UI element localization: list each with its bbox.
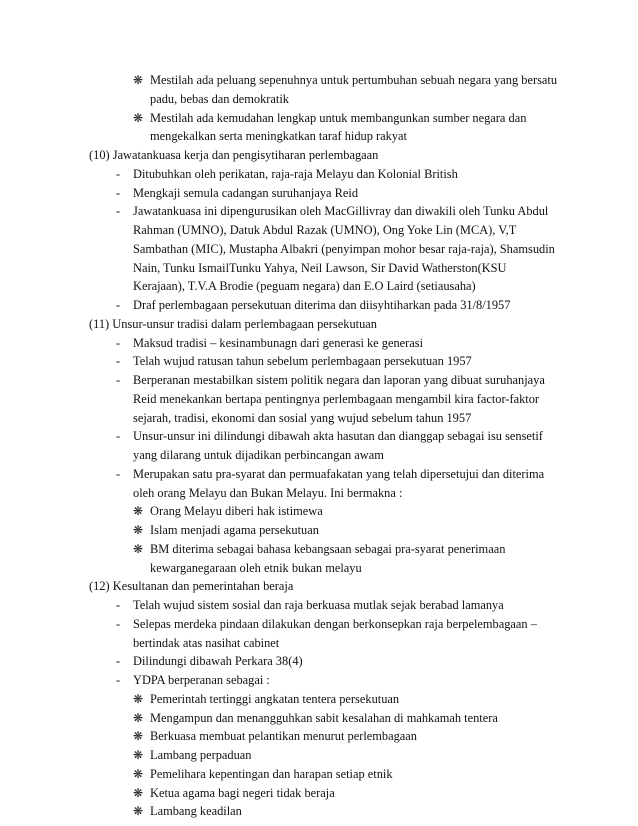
list-item-text: Mengkaji semula cadangan suruhanjaya Reid	[133, 185, 359, 200]
bullet-icon: ❋	[133, 541, 144, 556]
dash-bullet: -	[116, 673, 121, 687]
list-item-text: Berperanan mestabilkan sistem politik negara dan laporan yang dibuat suruhanjaya	[133, 373, 545, 387]
list-item-text: Selepas merdeka pindaan dilakukan dengan berkonsepkan raja berpelembagaan –	[133, 616, 537, 631]
section-heading-10: (10) Jawatankuasa kerja dan pengisytiharan perlembagaan	[89, 148, 379, 162]
list-item-text: Jawatankuasa ini dipengurusikan oleh MacGillivray dan diwakili oleh Tunku Abdul	[133, 204, 549, 219]
bullet-icon: ❋	[133, 523, 144, 537]
bullet-icon: ❋	[133, 748, 144, 762]
bullet-icon: ❋	[133, 766, 144, 781]
bullet-item-text: Orang Melayu diberi hak istimewa	[150, 504, 323, 519]
bullet-icon: ❋	[133, 73, 144, 87]
bullet-item-text: Pemelihara kepentingan dan harapan setiap etnik	[150, 766, 393, 781]
dash-bullet: -	[116, 335, 121, 350]
bullet-icon: ❋	[133, 504, 144, 519]
list-item-text: Nain, Tunku IsmailTunku Yahya, Neil Lawson, Sir David Watherston(KSU	[133, 260, 507, 275]
bullet-item-text: Mestilah ada kemudahan lengkap untuk membangunkan sumber negara dan	[150, 110, 527, 125]
list-item-text: Unsur-unsur ini dilindungi dibawah akta hasutan dan dianggap sebagai isu sensetif	[133, 429, 543, 444]
bullet-item-text: kewarganegaraan oleh etnik bukan melayu	[150, 560, 362, 575]
list-item-text: oleh orang Melayu dan Bukan Melayu. Ini bermakna :	[133, 485, 403, 500]
list-item-text: Ditubuhkan oleh perikatan, raja-raja Melayu dan Kolonial British	[133, 166, 458, 181]
bullet-item-text: mengekalkan serta meningkatkan taraf hidup rakyat	[150, 129, 408, 144]
bullet-icon: ❋	[133, 785, 144, 800]
bullet-item-text: Berkuasa membuat pelantikan menurut perlembagaan	[150, 729, 417, 744]
dash-bullet: -	[116, 166, 121, 181]
dash-bullet: -	[116, 354, 121, 369]
bullet-icon: ❋	[133, 710, 144, 725]
dash-bullet: -	[116, 466, 121, 481]
bullet-item-text: Lambang keadilan	[150, 804, 242, 819]
bullet-item-text: Islam menjadi agama persekutuan	[150, 523, 319, 537]
dash-bullet: -	[116, 429, 121, 444]
dash-bullet: -	[116, 298, 121, 312]
bullet-icon: ❋	[133, 729, 144, 744]
list-item-text: sejarah, tradisi, ekonomi dan sosial yang wujud sebelum tahun 1957	[133, 410, 472, 425]
section-heading-11: (11) Unsur-unsur tradisi dalam perlembagaan persekutuan	[89, 316, 377, 331]
list-item-text: Draf perlembagaan persekutuan diterima dan diisyhtiharkan pada 31/8/1957	[133, 298, 511, 312]
dash-bullet: -	[116, 185, 121, 200]
bullet-item-text: padu, bebas dan demokratik	[150, 91, 290, 106]
list-item-text: Merupakan satu pra-syarat dan permuafakatan yang telah dipersetujui dan diterima	[133, 466, 545, 481]
list-item-text: Sambathan (MIC), Mustapha Albakri (penyimpan mohor besar raja-raja), Shamsudin	[133, 241, 555, 256]
list-item-text: bertindak atas nasihat cabinet	[133, 635, 280, 650]
dash-bullet: -	[116, 204, 121, 219]
list-item-text: Dilindungi dibawah Perkara 38(4)	[133, 654, 303, 669]
list-item-text: yang dilarang untuk dijadikan perbincangan awam	[133, 448, 384, 462]
section-heading-12: (12) Kesultanan dan pemerintahan beraja	[89, 579, 294, 594]
bullet-item-text: Pemerintah tertinggi angkatan tentera persekutuan	[150, 691, 400, 706]
dash-bullet: -	[116, 654, 121, 669]
bullet-icon: ❋	[133, 804, 144, 819]
bullet-icon: ❋	[133, 110, 144, 125]
list-item-text: Maksud tradisi – kesinambunagn dari generasi ke generasi	[133, 335, 424, 350]
dash-bullet: -	[116, 598, 121, 612]
bullet-item-text: Mengampun dan menangguhkan sabit kesalahan di mahkamah tentera	[150, 710, 498, 725]
bullet-icon: ❋	[133, 691, 144, 706]
bullet-item-text: Ketua agama bagi negeri tidak beraja	[150, 785, 335, 800]
list-item-text: YDPA berperanan sebagai :	[133, 673, 270, 687]
bullet-item-text: Lambang perpaduan	[150, 748, 252, 762]
dash-bullet: -	[116, 616, 121, 631]
list-item-text: Reid menekankan bertapa pentingnya perlembagaan mengambil kira factor-faktor	[133, 391, 540, 406]
list-item-text: Telah wujud ratusan tahun sebelum perlembagaan persekutuan 1957	[133, 354, 472, 369]
list-item-text: Rahman (UMNO), Datuk Abdul Razak (UMNO), Ong Yoke Lin (MCA), V,T	[133, 223, 517, 237]
bullet-item-text: BM diterima sebagai bahasa kebangsaan sebagai pra-syarat penerimaan	[150, 541, 506, 556]
dash-bullet: -	[116, 373, 121, 387]
list-item-text: Kerajaan), T.V.A Brodie (peguam negara) dan E.O Laird (setiausaha)	[133, 279, 476, 294]
bullet-item-text: Mestilah ada peluang sepenuhnya untuk pertumbuhan sebuah negara yang bersatu	[150, 73, 558, 87]
list-item-text: Telah wujud sistem sosial dan raja berkuasa mutlak sejak berabad lamanya	[133, 598, 504, 612]
